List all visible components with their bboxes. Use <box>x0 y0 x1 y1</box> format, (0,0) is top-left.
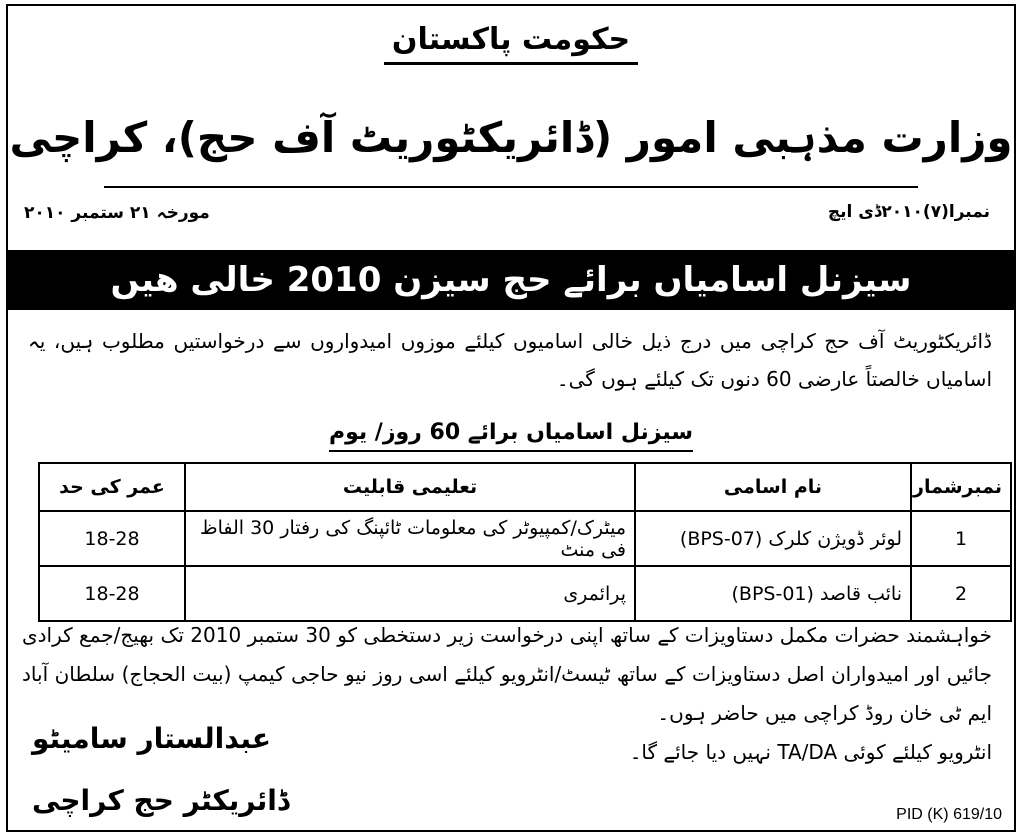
signatory-title: ڈائریکٹر حج کراچی <box>32 784 290 817</box>
vacancy-banner: سیزنل اسامیاں برائے حج سیزن 2010 خالی ھیں <box>8 250 1014 310</box>
table-row <box>39 566 1011 621</box>
table-header-row <box>39 463 1011 511</box>
row-post: نائب قاصد (BPS-01) <box>635 566 911 621</box>
header-age: عمر کی حد <box>39 463 185 511</box>
row-serial: 2 <box>911 566 1011 621</box>
row-age: 18-28 <box>39 511 185 566</box>
pid-number: PID (K) 619/10 <box>896 806 1002 823</box>
row-age: 18-28 <box>39 566 185 621</box>
ta-da-note: انٹرویو کیلئے کوئی TA/DA نہیں دیا جائے گا۔ <box>629 740 992 764</box>
advertisement-frame <box>6 4 1016 832</box>
government-title: حکومت پاکستان <box>384 20 638 65</box>
vacancy-table <box>38 462 1012 622</box>
header-serial: نمبرشمار <box>911 463 1011 511</box>
reference-date: مورخہ ۲۱ ستمبر ۲۰۱۰ <box>24 203 210 223</box>
title-underline <box>104 186 918 188</box>
intro-paragraph: ڈائریکٹوریٹ آف حج کراچی میں درج ذیل خالی اسامیوں کیلئے موزوں امیدواروں سے درخواستیں مطلوب ہیں، یہ اسامیاں خالصتاً عارضی 60 دنوں تک کیلئے ہوں گی۔ <box>28 329 992 391</box>
instructions-text: خواہشمند حضرات مکمل دستاویزات کے ساتھ اپنی درخواست زیر دستخطی کو 30 ستمبر 2010 تک بھیج/جمع کرادی جائیں اور امیدواران اصل دستاویزات کے ساتھ ٹیسٹ/انٹرویو کیلئے اسی روز نیو حاجی کیمپ (بیت الحجاج) سلطان آباد ایم ٹی خان روڈ کراچی میں حاضر ہوں۔ <box>22 623 992 725</box>
government-heading <box>8 20 1014 65</box>
row-qualification: میٹرک/کمپیوٹر کی معلومات ٹائپنگ کی رفتار 30 الفاظ فی منٹ <box>185 511 635 566</box>
header-qualification: تعلیمی قابلیت <box>185 463 635 511</box>
ministry-title: وزارت مذہبی امور (ڈائریکٹوریٹ آف حج)، کراچی <box>9 113 1013 162</box>
table-title <box>8 416 1014 452</box>
table-title-text: سیزنل اسامیاں برائے 60 روز/ یوم <box>329 416 693 452</box>
row-post: لوئر ڈویژن کلرک (BPS-07) <box>635 511 911 566</box>
row-qualification: پرائمری <box>185 566 635 621</box>
row-serial: 1 <box>911 511 1011 566</box>
signatory-name: عبدالستار سامیٹو <box>32 722 271 755</box>
reference-number: نمبرا(۷)۲۰۱۰ڈی ایچ <box>827 202 990 222</box>
header-post: نام اسامی <box>635 463 911 511</box>
table-row <box>39 511 1011 566</box>
